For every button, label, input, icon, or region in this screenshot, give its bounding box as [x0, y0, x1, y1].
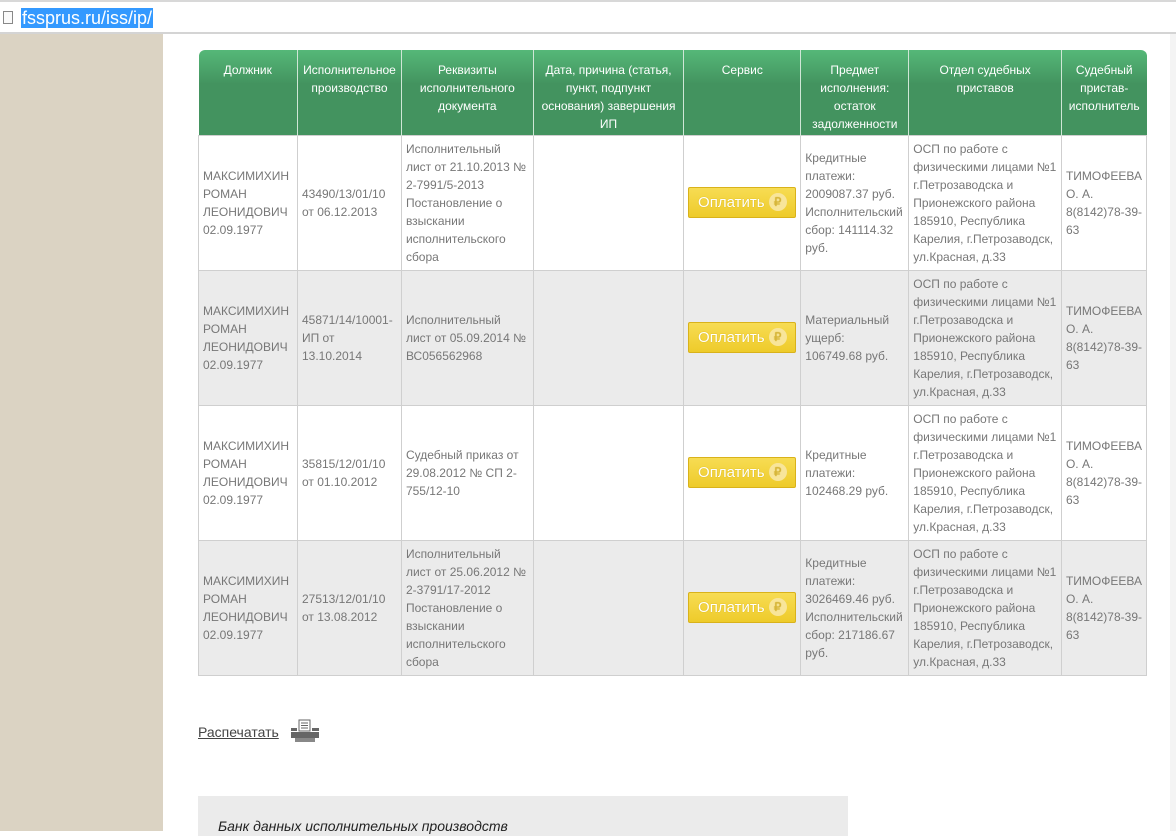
column-header: Сервис	[684, 50, 801, 135]
cell-department: ОСП по работе с физическими лицами №1 г.Петрозаводска и Прионежского района 185910, Республика Карелия, г.Петрозаводск, ул.Красная, д.33	[909, 270, 1062, 405]
column-header: Предмет исполнения: остаток задолженности	[801, 50, 909, 135]
cell-document: Исполнительный лист от 05.09.2014 № ВС056562968	[401, 270, 533, 405]
cell-debtor: МАКСИМИХИН РОМАН ЛЕОНИДОВИЧ 02.09.1977	[199, 135, 298, 270]
cell-service	[684, 540, 801, 675]
cell-document: Исполнительный лист от 21.10.2013 № 2-7991/5-2013 Постановление о взыскании исполнительского сбора	[401, 135, 533, 270]
bank-info-panel	[198, 796, 848, 836]
cell-document: Исполнительный лист от 25.06.2012 № 2-3791/17-2012 Постановление о взыскании исполнительского сбора	[401, 540, 533, 675]
pay-button[interactable]	[688, 322, 796, 353]
cell-service	[684, 405, 801, 540]
cell-department: ОСП по работе с физическими лицами №1 г.Петрозаводска и Прионежского района 185910, Республика Карелия, г.Петрозаводск, ул.Красная, д.33	[909, 540, 1062, 675]
cell-service	[684, 270, 801, 405]
pay-label: Оплатить	[698, 329, 765, 346]
cell-bailiff: ТИМОФЕЕВА О. А. 8(8142)78-39-63	[1061, 135, 1146, 270]
page-icon	[3, 11, 13, 24]
column-header: Должник	[199, 50, 298, 135]
table-row	[199, 540, 1147, 675]
column-header: Исполнительное производство	[297, 50, 401, 135]
cell-subject: Материальный ущерб: 106749.68 руб.	[801, 270, 909, 405]
cell-debtor: МАКСИМИХИН РОМАН ЛЕОНИДОВИЧ 02.09.1977	[199, 540, 298, 675]
cell-bailiff: ТИМОФЕЕВА О. А. 8(8142)78-39-63	[1061, 405, 1146, 540]
column-header: Судебный пристав-исполнитель	[1061, 50, 1146, 135]
table-row	[199, 405, 1147, 540]
pay-label: Оплатить	[698, 599, 765, 616]
column-header: Дата, причина (статья, пункт, подпункт основания) завершения ИП	[533, 50, 684, 135]
proceedings-table	[198, 50, 1147, 676]
cell-subject: Кредитные платежи: 3026469.46 руб. Исполнительский сбор: 217186.67 руб.	[801, 540, 909, 675]
pay-button[interactable]	[688, 187, 796, 218]
cell-debtor: МАКСИМИХИН РОМАН ЛЕОНИДОВИЧ 02.09.1977	[199, 270, 298, 405]
table-row	[199, 135, 1147, 270]
cell-proceeding: 45871/14/10001-ИП от 13.10.2014	[297, 270, 401, 405]
ruble-icon: ₽	[769, 193, 787, 211]
ruble-icon: ₽	[769, 598, 787, 616]
cell-document: Судебный приказ от 29.08.2012 № СП 2-755/12-10	[401, 405, 533, 540]
cell-completion	[533, 270, 684, 405]
cell-service	[684, 135, 801, 270]
pay-label: Оплатить	[698, 194, 765, 211]
cell-bailiff: ТИМОФЕЕВА О. А. 8(8142)78-39-63	[1061, 540, 1146, 675]
printer-icon[interactable]	[290, 719, 320, 743]
column-header: Реквизиты исполнительного документа	[401, 50, 533, 135]
pay-button[interactable]	[688, 592, 796, 623]
column-header: Отдел судебных приставов	[909, 50, 1062, 135]
cell-proceeding: 43490/13/01/10 от 06.12.2013	[297, 135, 401, 270]
cell-debtor: МАКСИМИХИН РОМАН ЛЕОНИДОВИЧ 02.09.1977	[199, 405, 298, 540]
cell-department: ОСП по работе с физическими лицами №1 г.Петрозаводска и Прионежского района 185910, Республика Карелия, г.Петрозаводск, ул.Красная, д.33	[909, 135, 1062, 270]
cell-department: ОСП по работе с физическими лицами №1 г.Петрозаводска и Прионежского района 185910, Республика Карелия, г.Петрозаводск, ул.Красная, д.33	[909, 405, 1062, 540]
ruble-icon: ₽	[769, 328, 787, 346]
print-link[interactable]: Распечатать	[198, 724, 279, 740]
cell-completion	[533, 405, 684, 540]
address-bar[interactable]	[0, 0, 1176, 34]
table-row	[199, 270, 1147, 405]
pay-button[interactable]	[688, 457, 796, 488]
scrollbar[interactable]	[1170, 34, 1176, 831]
cell-proceeding: 27513/12/01/10 от 13.08.2012	[297, 540, 401, 675]
ruble-icon: ₽	[769, 463, 787, 481]
bank-title: Банк данных исполнительных производств	[218, 818, 508, 834]
cell-completion	[533, 135, 684, 270]
cell-subject: Кредитные платежи: 2009087.37 руб. Исполнительский сбор: 141114.32 руб.	[801, 135, 909, 270]
pay-label: Оплатить	[698, 464, 765, 481]
url-text[interactable]: fssprus.ru/iss/ip/	[22, 8, 153, 28]
cell-bailiff: ТИМОФЕЕВА О. А. 8(8142)78-39-63	[1061, 270, 1146, 405]
cell-completion	[533, 540, 684, 675]
cell-subject: Кредитные платежи: 102468.29 руб.	[801, 405, 909, 540]
left-background	[0, 34, 163, 831]
cell-proceeding: 35815/12/01/10 от 01.10.2012	[297, 405, 401, 540]
